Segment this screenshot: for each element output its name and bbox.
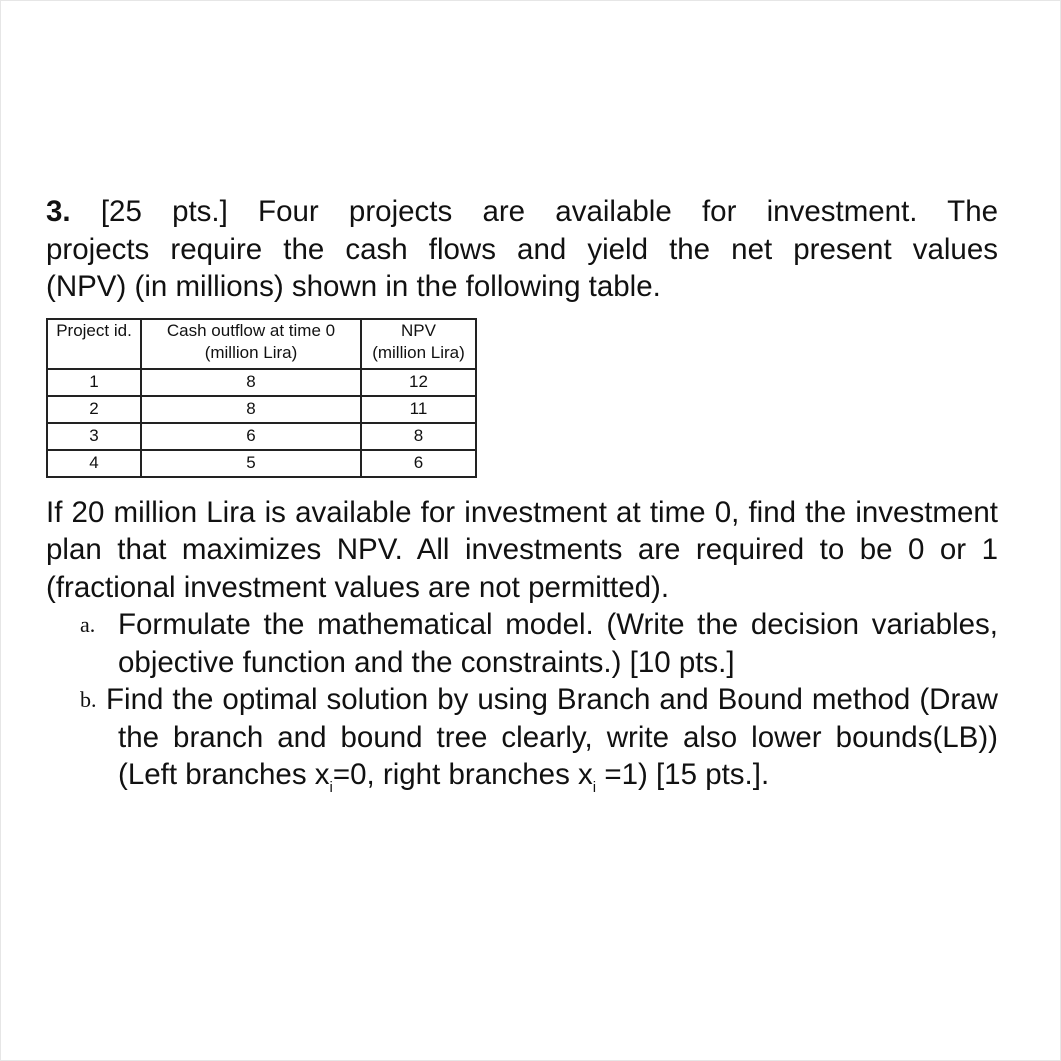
cell-npv: 6 [361,450,476,477]
intro-line-3: (NPV) (in millions) shown in the following table. [46,270,661,303]
cell-cash: 5 [141,450,361,477]
question-number: 3. [46,195,71,228]
header-project-id [47,319,141,369]
subquestion-b-text-1: Find the optimal solution by using Branch and Bound method (Draw the branch and bound tree clearly, write also lower bounds(LB)) (Left branches [106,683,998,791]
table-row [47,450,476,477]
intro-line-2: projects require the cash flows and yield the net present values [46,232,998,266]
question-block [46,193,998,799]
cell-cash: 6 [141,423,361,450]
header-cash-line2: (million Lira) [204,342,298,362]
subquestion-b-marker: b. [80,687,97,712]
subquestion-a [46,606,998,681]
cell-npv: 11 [361,396,476,423]
intro-line-1 [46,193,998,231]
header-npv-line2: (million Lira) [372,342,465,362]
variable-x-i [314,758,333,796]
cell-cash: 8 [141,396,361,423]
subquestion-b-text-3: =1) [15 pts.]. [596,758,770,791]
cell-project-id: 2 [47,396,141,423]
subquestion-b-text-2: =0, right branches [332,758,579,791]
cell-project-id: 4 [47,450,141,477]
variable-subscript: i [329,779,333,796]
variable-subscript: i [592,779,597,796]
projects-table [46,318,477,478]
question-intro [46,193,998,306]
table-row [47,369,476,396]
variable-x-letter: x [578,758,593,791]
header-cash-outflow [141,319,361,369]
header-npv [361,319,476,369]
header-cash-line1: Cash outflow at time 0 [166,320,336,340]
cell-project-id: 3 [47,423,141,450]
cell-project-id: 1 [47,369,141,396]
cell-npv: 12 [361,369,476,396]
cell-cash: 8 [141,369,361,396]
header-project-id-label: Project id. [56,320,132,340]
question-body: If 20 million Lira is available for investment at time 0, find the investment plan that maximizes NPV. All investments are required to be 0 or 1 (fractional investment values are not permitted). [46,495,998,604]
subquestion-b [46,681,998,799]
header-npv-line1: NPV [401,320,436,340]
variable-x-letter: x [314,758,330,791]
subquestion-list [46,606,998,799]
table-header-row [47,319,476,369]
table-row [47,423,476,450]
cell-npv: 8 [361,423,476,450]
subquestion-a-text: Formulate the mathematical model. (Write the decision variables, objective function and the constraints.) [10 pts.] [118,608,998,679]
table-row [47,396,476,423]
subquestion-a-marker: a. [80,612,96,637]
variable-x-i [578,758,597,796]
intro-text-1: [25 pts.] Four projects are available for investment. The [100,195,999,228]
